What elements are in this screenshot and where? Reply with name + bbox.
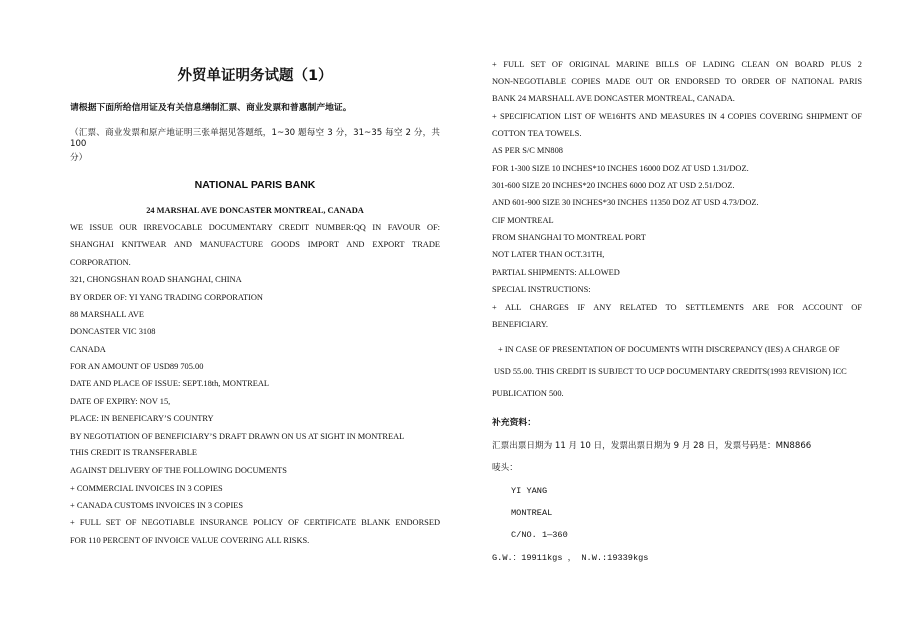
shipping-mark: MONTREAL	[511, 508, 553, 518]
lc-line: AGAINST DELIVERY OF THE FOLLOWING DOCUMENTS	[70, 466, 287, 475]
bank-address: 24 MARSHAL AVE DONCASTER MONTREAL, CANADA	[146, 206, 364, 215]
lc-line: + FULL SET OF ORIGINAL MARINE BILLS OF LADING CLEAN ON BOARD PLUS 2	[492, 60, 862, 69]
lc-line: NON-NEGOTIABLE COPIES MADE OUT OR ENDORSED TO ORDER OF NATIONAL PARIS	[492, 77, 862, 86]
lc-line: BENEFICIARY.	[492, 320, 548, 329]
lc-line: AS PER S/C MN808	[492, 146, 563, 155]
scoring-note: （汇票、商业发票和原产地证明三张单据见答题纸，1~30 题每空 3 分，31~35 每空 2 分，共 100	[70, 128, 440, 149]
lc-line: DATE AND PLACE OF ISSUE: SEPT.18th, MONTREAL	[70, 379, 269, 388]
page-title: 外贸单证明务试题（1）	[177, 68, 333, 84]
lc-line: 88 MARSHALL AVE	[70, 310, 144, 319]
lc-line: FROM SHANGHAI TO MONTREAL PORT	[492, 233, 646, 242]
lc-line: BY ORDER OF: YI YANG TRADING CORPORATION	[70, 293, 263, 302]
supplement-dates: 汇票出票日期为 11 月 10 日，发票出票日期为 9 月 28 日，发票号码是：MN8866	[492, 441, 812, 451]
lc-line: CORPORATION.	[70, 258, 131, 267]
lc-line: AND 601-900 SIZE 30 INCHES*30 INCHES 11350 DOZ AT USD 4.73/DOZ.	[492, 198, 759, 207]
scoring-note-end: 分）	[70, 153, 88, 163]
lc-line: SPECIAL INSTRUCTIONS:	[492, 285, 591, 294]
lc-line: + COMMERCIAL INVOICES IN 3 COPIES	[70, 484, 223, 493]
lc-line: SHANGHAI KNITWEAR AND MANUFACTURE GOODS IMPORT AND EXPORT TRADE	[70, 240, 440, 249]
lc-line: PLACE: IN BENEFICARY’S COUNTRY	[70, 414, 214, 423]
lc-line: DATE OF EXPIRY: NOV 15,	[70, 397, 171, 406]
lc-line: + SPECIFICATION LIST OF WE16HTS AND MEASURES IN 4 COPIES COVERING SHIPMENT OF	[492, 112, 862, 121]
lc-line: BY NEGOTIATION OF BENEFICIARY’S DRAFT DRAWN ON US AT SIGHT IN MONTREAL	[70, 432, 405, 441]
shipping-marks-label: 唛头：	[492, 463, 518, 473]
shipping-mark: C/NO. 1—360	[511, 530, 568, 540]
lc-line: NOT LATER THAN OCT.31TH,	[492, 250, 605, 259]
lc-line: COTTON TEA TOWELS.	[492, 129, 582, 138]
lc-line: CIF MONTREAL	[492, 216, 554, 225]
lc-line: + CANADA CUSTOMS INVOICES IN 3 COPIES	[70, 501, 244, 510]
lc-line: BANK 24 MARSHALL AVE DONCASTER MONTREAL, CANADA.	[492, 94, 735, 103]
lc-line: FOR 1-300 SIZE 10 INCHES*10 INCHES 16000 DOZ AT USD 1.31/DOZ.	[492, 164, 749, 173]
lc-line: 321, CHONGSHAN ROAD SHANGHAI, CHINA	[70, 275, 242, 284]
supplement-heading: 补充资料：	[492, 418, 536, 428]
lc-line: 301-600 SIZE 20 INCHES*20 INCHES 6000 DOZ AT USD 2.51/DOZ.	[492, 181, 735, 190]
lc-line: + FULL SET OF NEGOTIABLE INSURANCE POLICY OF CERTIFICATE BLANK ENDORSED	[70, 518, 440, 527]
weights: G.W.：19911kgs ， N.W.:19339kgs	[492, 553, 649, 563]
lc-line: + IN CASE OF PRESENTATION OF DOCUMENTS WITH DISCREPANCY (IES) A CHARGE OF	[498, 345, 840, 354]
lc-line: THIS CREDIT IS TRANSFERABLE	[70, 448, 197, 457]
lc-line: CANADA	[70, 345, 106, 354]
shipping-mark: YI YANG	[511, 486, 548, 496]
lc-line: USD 55.00. THIS CREDIT IS SUBJECT TO UCP DOCUMENTARY CREDITS(1993 REVISION) ICC	[494, 367, 847, 376]
lc-line: PARTIAL SHIPMENTS: ALLOWED	[492, 268, 620, 277]
bank-name: NATIONAL PARIS BANK	[194, 179, 316, 191]
lc-line: FOR AN AMOUNT OF USD89 705.00	[70, 362, 204, 371]
lc-line: PUBLICATION 500.	[492, 389, 564, 398]
lc-line: DONCASTER VIC 3108	[70, 327, 156, 336]
lc-line: + ALL CHARGES IF ANY RELATED TO SETTLEMENTS ARE FOR ACCOUNT OF	[492, 303, 862, 312]
instruction: 请根据下面所给信用证及有关信息缮制汇票、商业发票和普惠制产地证。	[70, 103, 352, 113]
lc-line: WE ISSUE OUR IRREVOCABLE DOCUMENTARY CREDIT NUMBER:QQ IN FAVOUR OF:	[70, 223, 440, 232]
lc-line: FOR 110 PERCENT OF INVOICE VALUE COVERING ALL RISKS.	[70, 536, 310, 545]
